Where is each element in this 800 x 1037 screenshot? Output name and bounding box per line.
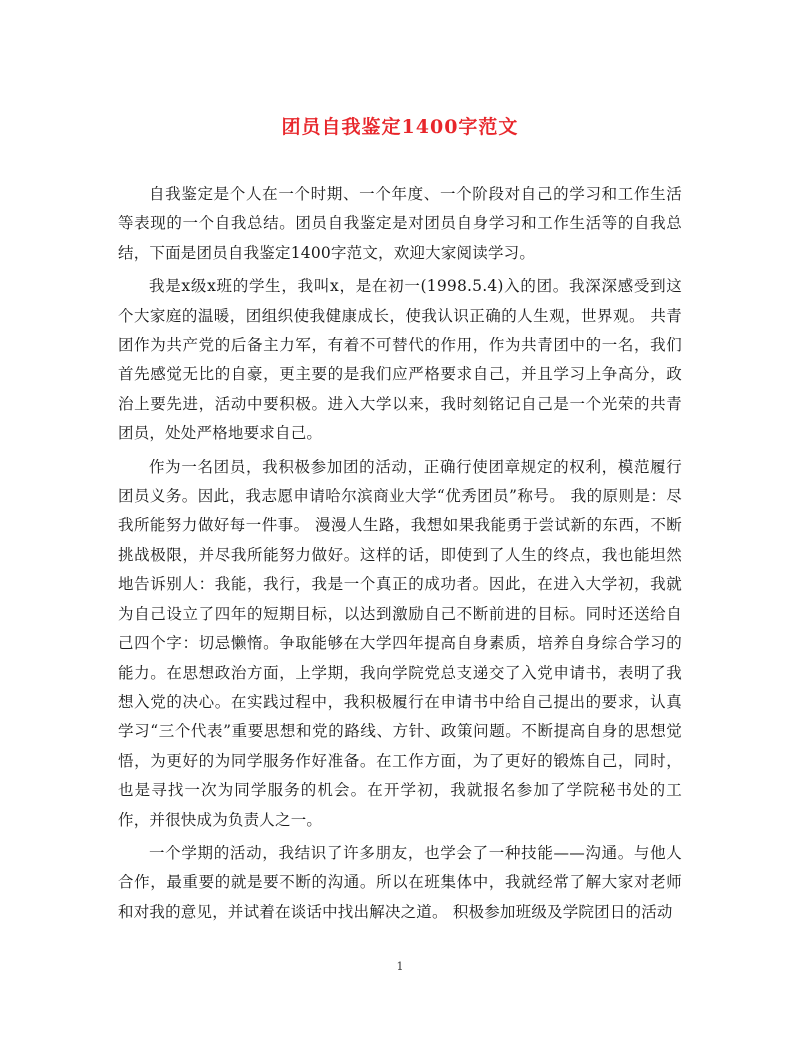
paragraph-intro: 自我鉴定是个人在一个时期、一个年度、一个阶段对自己的学习和工作生活等表现的一个自我总结。团员自我鉴定是对团员自身学习和工作生活等的自我总结，下面是团员自我鉴定1400字范文，欢迎大家阅读学习。 — [118, 185, 682, 262]
paragraph-communication: 一个学期的活动，我结识了许多朋友，也学会了一种技能——沟通。与他人合作，最重要的就是要不断的沟通。所以在班集体中，我就经常了解大家对老师和对我的意见，并试着在谈话中找出解决之道。 积极参加班级及学院团日的活动 — [118, 843, 682, 921]
paragraph-background: 我是x级x班的学生，我叫x，是在初一(1998.5.4)入的团。我深深感受到这个大家庭的温暖，团组织使我健康成长，使我认识正确的人生观，世界观。 共青团作为共产党的后备主力军，有着不可替代的作用，作为共青团中的一名，我们首先感觉无比的自豪，更主要的是我们应严格要求自己，并且学习上争高分，政治上要先进，活动中要积极。进入大学以来，我时刻铭记自己是一个光荣的共青团员，处处严格地要求自己。 — [118, 277, 682, 443]
paragraph-activities: 作为一名团员，我积极参加团的活动，正确行使团章规定的权利，模范履行团员义务。因此，我志愿申请哈尔滨商业大学“优秀团员”称号。 我的原则是：尽我所能努力做好每一件事。 漫漫人生路，我想如果我能勇于尝试新的东西，不断挑战极限，并尽我所能努力做好。这样的话，即使到了人生的终点，我也能坦然地告诉别人：我能，我行，我是一个真正的成功者。因此，在进入大学初，我就为自己设立了四年的短期目标，以达到激励自己不断前进的目标。同时还送给自己四个字：切忌懒惰。争取能够在大学四年提高自身素质，培养自身综合学习的能力。在思想政治方面，上学期，我向学院党总支递交了入党申请书，表明了我想入党的决心。在实践过程中，我积极履行在申请书中给自己提出的要求，认真学习“三个代表”重要思想和党的路线、方针、政策问题。不断提高自身的思想觉悟，为更好的为同学服务作好准备。在工作方面，为了更好的锻炼自己，同时，也是寻找一次为同学服务的机会。在开学初，我就报名参加了学院秘书处的工作，并很快成为负责人之一。 — [118, 457, 682, 829]
page-number: 1 — [396, 960, 404, 973]
document-title: 团员自我鉴定1400字范文 — [281, 116, 519, 138]
document-body — [118, 180, 682, 931]
